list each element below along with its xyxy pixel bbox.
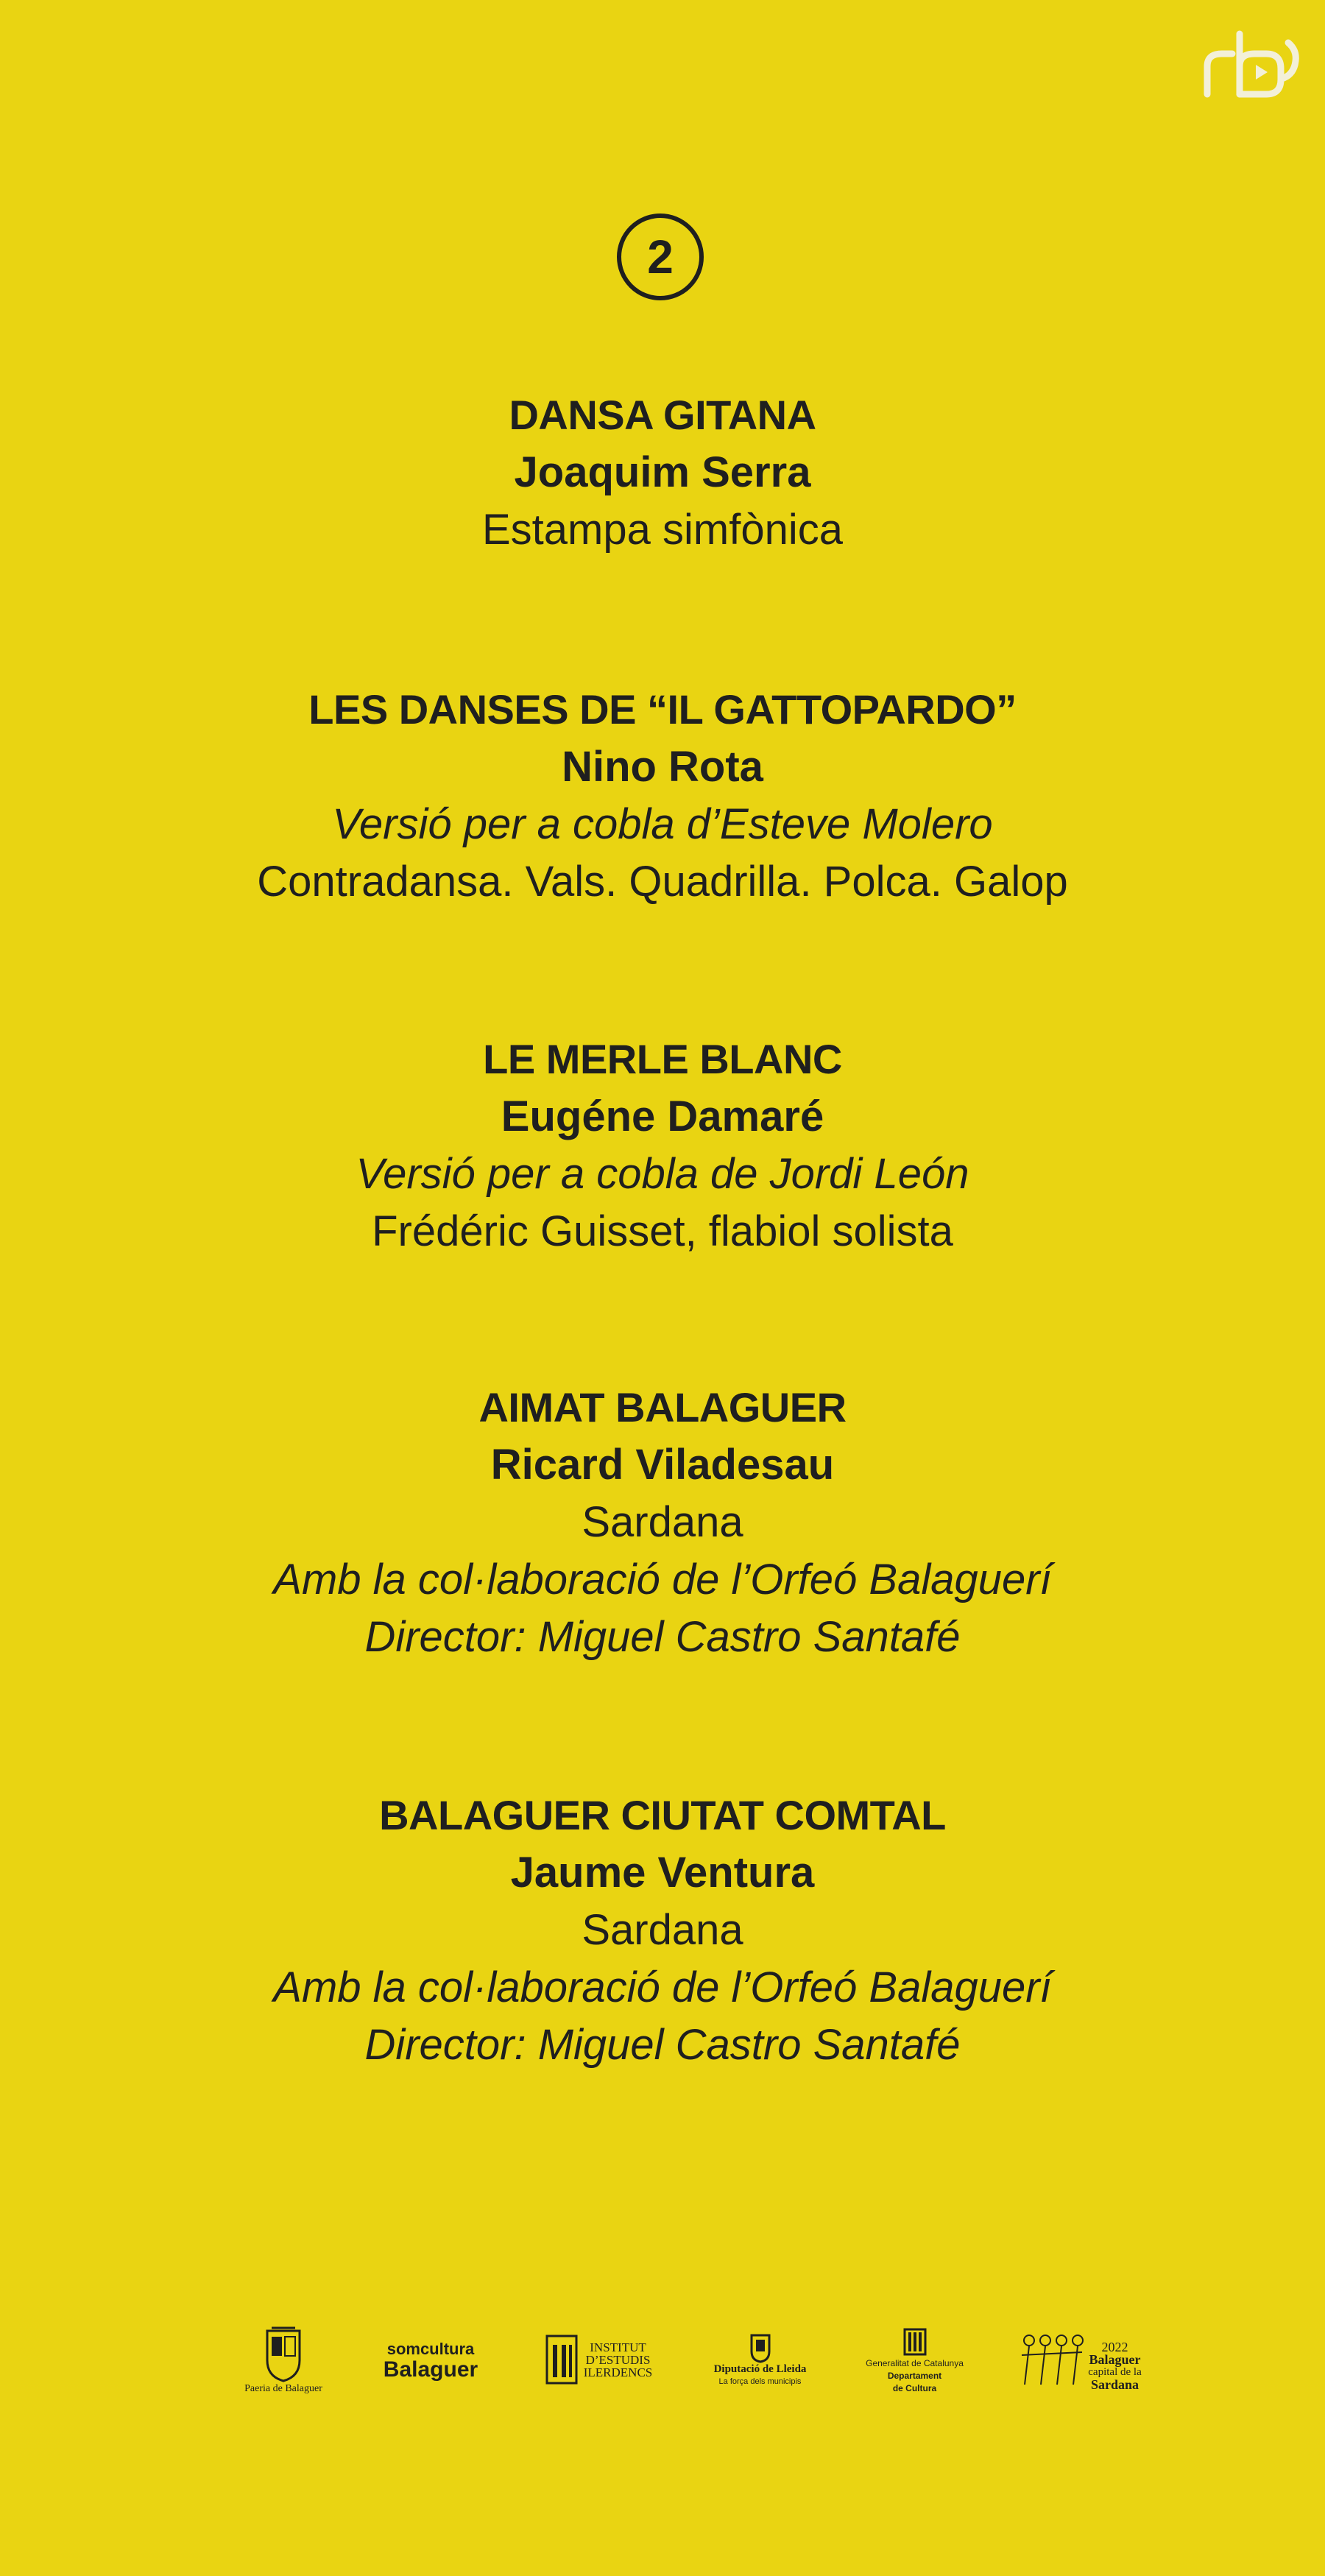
program-piece	[0, 681, 1325, 911]
generalitat-emblem-icon	[902, 2325, 928, 2357]
program-number-badge	[617, 214, 704, 300]
piece-description: Estampa simfònica	[482, 506, 843, 554]
sardana-dancers-icon	[1019, 2330, 1085, 2389]
generalitat-culture: de Cultura	[892, 2382, 937, 2393]
capital-sardana: Sardana	[1090, 2377, 1140, 2392]
piece-composer: Joaquim Serra	[514, 448, 811, 496]
paeria-name: Paeria de Balaguer	[244, 2382, 322, 2394]
somcultura-city: Balaguer	[383, 2357, 478, 2382]
paeria-logo	[228, 2312, 339, 2407]
diputacio-shield-icon	[749, 2331, 771, 2363]
capital-year: 2022	[1101, 2340, 1128, 2354]
institut-logo	[534, 2312, 662, 2407]
program-piece	[0, 387, 1325, 559]
somcultura-word: somcultura	[386, 2340, 475, 2358]
piece-director: Director: Miguel Castro Santafé	[364, 1613, 961, 1661]
piece-collaboration: Amb la col·laboració de l’Orfeó Balaguerí	[273, 1556, 1052, 1603]
institut-line-1: INSTITUT	[590, 2340, 646, 2354]
piece-genre: Sardana	[582, 1498, 743, 1546]
program-number: 2	[647, 230, 674, 283]
institut-line-2: D’ESTUDIS	[585, 2352, 651, 2367]
piece-collaboration: Amb la col·laboració de l’Orfeó Balaguerí	[273, 1963, 1052, 2011]
piece-composer: Eugéne Damaré	[501, 1093, 824, 1140]
piece-composer: Nino Rota	[562, 743, 763, 791]
institut-emblem-icon	[544, 2333, 579, 2386]
diputacio-tagline: La força dels municipis	[718, 2377, 802, 2386]
piece-composer: Jaume Ventura	[510, 1849, 815, 1896]
piece-soloist: Frédéric Guisset, flabiol solista	[372, 1207, 953, 1255]
corner-brand-logo	[1194, 21, 1304, 102]
piece-title: DANSA GITANA	[509, 392, 816, 438]
piece-composer: Ricard Viladesau	[490, 1441, 835, 1489]
coat-of-arms-icon	[261, 2325, 305, 2382]
piece-title: LES DANSES DE “IL GATTOPARDO”	[308, 686, 1017, 733]
sponsor-logos	[0, 2312, 1325, 2415]
piece-title: BALAGUER CIUTAT COMTAL	[379, 1792, 946, 1838]
program-piece	[0, 1031, 1325, 1260]
piece-genre: Sardana	[582, 1906, 743, 1954]
institut-line-3: ILERDENCS	[583, 2365, 653, 2379]
diputacio-name: Diputació de Lleida	[713, 2363, 807, 2375]
generalitat-name: Generalitat de Catalunya	[866, 2357, 964, 2368]
somcultura-logo	[372, 2312, 490, 2407]
capital-city: Balaguer	[1089, 2352, 1141, 2367]
diputacio-logo	[696, 2312, 824, 2407]
piece-title: AIMAT BALAGUER	[478, 1384, 847, 1430]
generalitat-logo	[854, 2312, 975, 2407]
piece-title: LE MERLE BLANC	[483, 1036, 842, 1082]
program-piece	[0, 1379, 1325, 1666]
piece-movements: Contradansa. Vals. Quadrilla. Polca. Galop	[257, 858, 1068, 906]
piece-arrangement: Versió per a cobla de Jordi León	[356, 1150, 969, 1198]
capital-sardana-logo	[1012, 2312, 1148, 2407]
program-piece	[0, 1787, 1325, 2074]
piece-director: Director: Miguel Castro Santafé	[364, 2021, 961, 2069]
piece-arrangement: Versió per a cobla d’Esteve Molero	[332, 800, 993, 848]
generalitat-dept: Departament	[887, 2370, 942, 2381]
capital-label: capital de la	[1088, 2366, 1142, 2378]
